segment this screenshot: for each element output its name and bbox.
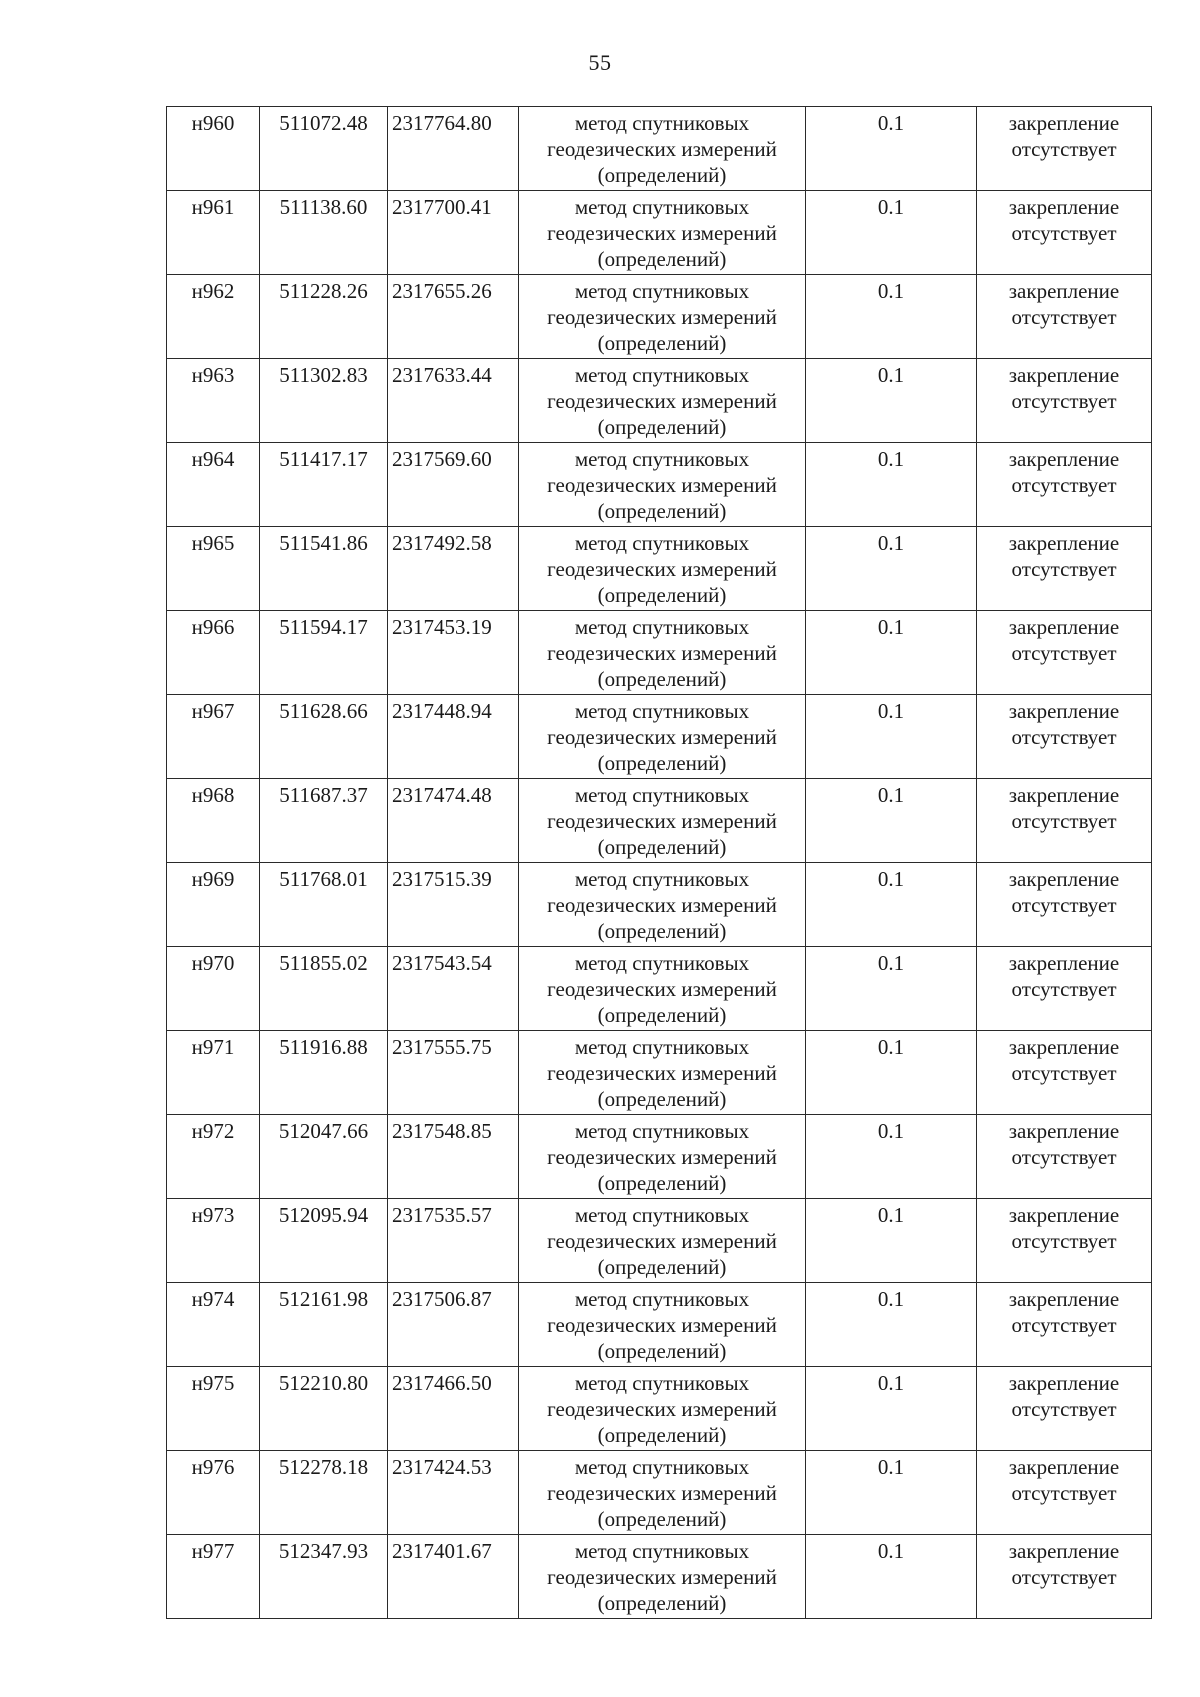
point-number-cell: н976 [167, 1451, 260, 1535]
method-line: метод спутниковых [574, 951, 750, 975]
point-number-cell: н970 [167, 947, 260, 1031]
coordinates-table [166, 106, 1152, 1619]
method-cell [519, 1031, 806, 1115]
table-row [167, 1367, 1152, 1451]
fixing-line: отсутствует [1011, 305, 1117, 329]
method-cell [519, 1283, 806, 1367]
method-line: метод спутниковых [574, 867, 750, 891]
y-coordinate-cell: 2317401.67 [388, 1535, 519, 1619]
x-coordinate-cell: 511594.17 [260, 611, 388, 695]
table-row [167, 1199, 1152, 1283]
method-line: геодезических измерений [547, 221, 777, 245]
accuracy-cell: 0.1 [806, 1283, 977, 1367]
method-line: (определений) [597, 1339, 727, 1363]
x-coordinate-cell: 511628.66 [260, 695, 388, 779]
fixing-cell [977, 611, 1152, 695]
fixing-line: отсутствует [1011, 1397, 1117, 1421]
table-row [167, 1535, 1152, 1619]
y-coordinate-cell: 2317655.26 [388, 275, 519, 359]
accuracy-cell: 0.1 [806, 779, 977, 863]
accuracy-cell: 0.1 [806, 275, 977, 359]
page-number: 55 [588, 50, 612, 75]
fixing-line: отсутствует [1011, 557, 1117, 581]
method-cell [519, 1115, 806, 1199]
fixing-line: закрепление [1008, 363, 1120, 387]
method-line: метод спутниковых [574, 447, 750, 471]
accuracy-cell: 0.1 [806, 359, 977, 443]
fixing-line: отсутствует [1011, 1313, 1117, 1337]
point-number-cell: н966 [167, 611, 260, 695]
fixing-cell [977, 779, 1152, 863]
fixing-line: отсутствует [1011, 137, 1117, 161]
table-row [167, 527, 1152, 611]
table-row [167, 443, 1152, 527]
fixing-cell [977, 191, 1152, 275]
method-line: (определений) [597, 1171, 727, 1195]
fixing-line: закрепление [1008, 699, 1120, 723]
accuracy-cell: 0.1 [806, 1367, 977, 1451]
method-cell [519, 359, 806, 443]
method-line: (определений) [597, 919, 727, 943]
method-line: геодезических измерений [547, 1313, 777, 1337]
fixing-cell [977, 1031, 1152, 1115]
fixing-cell [977, 359, 1152, 443]
method-line: (определений) [597, 1507, 727, 1531]
point-number-cell: н974 [167, 1283, 260, 1367]
y-coordinate-cell: 2317492.58 [388, 527, 519, 611]
accuracy-cell: 0.1 [806, 191, 977, 275]
method-cell [519, 1451, 806, 1535]
x-coordinate-cell: 511072.48 [260, 107, 388, 191]
method-cell [519, 527, 806, 611]
method-line: метод спутниковых [574, 1119, 750, 1143]
method-cell [519, 1199, 806, 1283]
point-number-cell: н977 [167, 1535, 260, 1619]
fixing-line: закрепление [1008, 1035, 1120, 1059]
x-coordinate-cell: 512347.93 [260, 1535, 388, 1619]
method-line: геодезических измерений [547, 725, 777, 749]
method-line: (определений) [597, 331, 727, 355]
method-line: геодезических измерений [547, 809, 777, 833]
method-line: (определений) [597, 751, 727, 775]
point-number-cell: н972 [167, 1115, 260, 1199]
fixing-line: отсутствует [1011, 221, 1117, 245]
fixing-line: отсутствует [1011, 725, 1117, 749]
method-cell [519, 1535, 806, 1619]
x-coordinate-cell: 511138.60 [260, 191, 388, 275]
point-number-cell: н969 [167, 863, 260, 947]
fixing-cell [977, 1115, 1152, 1199]
y-coordinate-cell: 2317448.94 [388, 695, 519, 779]
y-coordinate-cell: 2317535.57 [388, 1199, 519, 1283]
method-line: (определений) [597, 163, 727, 187]
x-coordinate-cell: 511541.86 [260, 527, 388, 611]
fixing-cell [977, 527, 1152, 611]
table-row [167, 191, 1152, 275]
x-coordinate-cell: 512278.18 [260, 1451, 388, 1535]
point-number-cell: н973 [167, 1199, 260, 1283]
fixing-cell [977, 947, 1152, 1031]
y-coordinate-cell: 2317466.50 [388, 1367, 519, 1451]
method-line: метод спутниковых [574, 111, 750, 135]
fixing-line: закрепление [1008, 783, 1120, 807]
method-line: метод спутниковых [574, 1455, 750, 1479]
method-line: (определений) [597, 1255, 727, 1279]
method-line: метод спутниковых [574, 699, 750, 723]
method-line: геодезических измерений [547, 977, 777, 1001]
point-number-cell: н965 [167, 527, 260, 611]
fixing-line: отсутствует [1011, 1229, 1117, 1253]
method-line: метод спутниковых [574, 1539, 750, 1563]
method-line: геодезических измерений [547, 641, 777, 665]
fixing-line: отсутствует [1011, 1145, 1117, 1169]
method-line: (определений) [597, 499, 727, 523]
x-coordinate-cell: 511768.01 [260, 863, 388, 947]
method-line: метод спутниковых [574, 279, 750, 303]
fixing-cell [977, 1535, 1152, 1619]
fixing-cell [977, 1451, 1152, 1535]
method-line: геодезических измерений [547, 137, 777, 161]
fixing-line: закрепление [1008, 867, 1120, 891]
method-cell [519, 863, 806, 947]
y-coordinate-cell: 2317764.80 [388, 107, 519, 191]
accuracy-cell: 0.1 [806, 611, 977, 695]
method-line: геодезических измерений [547, 1397, 777, 1421]
point-number-cell: н960 [167, 107, 260, 191]
table-row [167, 1031, 1152, 1115]
method-line: метод спутниковых [574, 363, 750, 387]
accuracy-cell: 0.1 [806, 107, 977, 191]
y-coordinate-cell: 2317474.48 [388, 779, 519, 863]
method-cell [519, 443, 806, 527]
fixing-line: отсутствует [1011, 1061, 1117, 1085]
accuracy-cell: 0.1 [806, 527, 977, 611]
method-line: (определений) [597, 835, 727, 859]
point-number-cell: н961 [167, 191, 260, 275]
y-coordinate-cell: 2317453.19 [388, 611, 519, 695]
table-row [167, 275, 1152, 359]
method-line: геодезических измерений [547, 305, 777, 329]
fixing-line: отсутствует [1011, 893, 1117, 917]
fixing-cell [977, 1199, 1152, 1283]
method-cell [519, 107, 806, 191]
accuracy-cell: 0.1 [806, 947, 977, 1031]
method-line: (определений) [597, 667, 727, 691]
method-line: (определений) [597, 415, 727, 439]
x-coordinate-cell: 512161.98 [260, 1283, 388, 1367]
fixing-line: закрепление [1008, 111, 1120, 135]
fixing-line: закрепление [1008, 279, 1120, 303]
fixing-cell [977, 1283, 1152, 1367]
table-row [167, 863, 1152, 947]
accuracy-cell: 0.1 [806, 1451, 977, 1535]
y-coordinate-cell: 2317506.87 [388, 1283, 519, 1367]
method-line: метод спутниковых [574, 1203, 750, 1227]
method-line: геодезических измерений [547, 1145, 777, 1169]
method-line: (определений) [597, 583, 727, 607]
point-number-cell: н962 [167, 275, 260, 359]
table-row [167, 1283, 1152, 1367]
fixing-cell [977, 695, 1152, 779]
method-line: метод спутниковых [574, 1371, 750, 1395]
fixing-line: закрепление [1008, 1371, 1120, 1395]
method-line: метод спутниковых [574, 1287, 750, 1311]
method-line: геодезических измерений [547, 1061, 777, 1085]
method-line: метод спутниковых [574, 615, 750, 639]
accuracy-cell: 0.1 [806, 1535, 977, 1619]
fixing-line: закрепление [1008, 615, 1120, 639]
accuracy-cell: 0.1 [806, 695, 977, 779]
fixing-line: закрепление [1008, 1455, 1120, 1479]
method-line: метод спутниковых [574, 1035, 750, 1059]
fixing-cell [977, 275, 1152, 359]
point-number-cell: н963 [167, 359, 260, 443]
fixing-line: закрепление [1008, 1287, 1120, 1311]
method-line: (определений) [597, 1591, 727, 1615]
y-coordinate-cell: 2317700.41 [388, 191, 519, 275]
table-row [167, 1115, 1152, 1199]
method-cell [519, 611, 806, 695]
point-number-cell: н968 [167, 779, 260, 863]
x-coordinate-cell: 511417.17 [260, 443, 388, 527]
point-number-cell: н964 [167, 443, 260, 527]
x-coordinate-cell: 511228.26 [260, 275, 388, 359]
x-coordinate-cell: 511687.37 [260, 779, 388, 863]
coordinates-table-body [167, 107, 1152, 1619]
x-coordinate-cell: 511855.02 [260, 947, 388, 1031]
y-coordinate-cell: 2317515.39 [388, 863, 519, 947]
accuracy-cell: 0.1 [806, 443, 977, 527]
point-number-cell: н971 [167, 1031, 260, 1115]
accuracy-cell: 0.1 [806, 1115, 977, 1199]
method-line: метод спутниковых [574, 531, 750, 555]
fixing-line: закрепление [1008, 447, 1120, 471]
method-line: геодезических измерений [547, 1565, 777, 1589]
fixing-line: закрепление [1008, 951, 1120, 975]
accuracy-cell: 0.1 [806, 863, 977, 947]
method-line: геодезических измерений [547, 473, 777, 497]
y-coordinate-cell: 2317548.85 [388, 1115, 519, 1199]
method-cell [519, 275, 806, 359]
method-line: геодезических измерений [547, 1229, 777, 1253]
method-line: (определений) [597, 1003, 727, 1027]
x-coordinate-cell: 512047.66 [260, 1115, 388, 1199]
x-coordinate-cell: 512095.94 [260, 1199, 388, 1283]
method-line: (определений) [597, 247, 727, 271]
method-line: метод спутниковых [574, 195, 750, 219]
fixing-line: отсутствует [1011, 1565, 1117, 1589]
accuracy-cell: 0.1 [806, 1031, 977, 1115]
fixing-line: закрепление [1008, 1119, 1120, 1143]
fixing-line: закрепление [1008, 195, 1120, 219]
table-row [167, 107, 1152, 191]
x-coordinate-cell: 512210.80 [260, 1367, 388, 1451]
method-line: (определений) [597, 1087, 727, 1111]
method-cell [519, 779, 806, 863]
method-cell [519, 1367, 806, 1451]
fixing-line: отсутствует [1011, 641, 1117, 665]
point-number-cell: н975 [167, 1367, 260, 1451]
method-line: метод спутниковых [574, 783, 750, 807]
y-coordinate-cell: 2317569.60 [388, 443, 519, 527]
fixing-line: отсутствует [1011, 389, 1117, 413]
method-line: геодезических измерений [547, 893, 777, 917]
fixing-line: отсутствует [1011, 977, 1117, 1001]
method-line: геодезических измерений [547, 1481, 777, 1505]
fixing-cell [977, 443, 1152, 527]
fixing-line: отсутствует [1011, 473, 1117, 497]
fixing-line: закрепление [1008, 531, 1120, 555]
x-coordinate-cell: 511916.88 [260, 1031, 388, 1115]
fixing-cell [977, 107, 1152, 191]
method-line: (определений) [597, 1423, 727, 1447]
method-line: геодезических измерений [547, 557, 777, 581]
method-cell [519, 947, 806, 1031]
table-row [167, 947, 1152, 1031]
fixing-cell [977, 863, 1152, 947]
table-row [167, 1451, 1152, 1535]
y-coordinate-cell: 2317424.53 [388, 1451, 519, 1535]
table-row [167, 611, 1152, 695]
y-coordinate-cell: 2317543.54 [388, 947, 519, 1031]
table-row [167, 359, 1152, 443]
method-cell [519, 191, 806, 275]
fixing-line: отсутствует [1011, 809, 1117, 833]
fixing-line: отсутствует [1011, 1481, 1117, 1505]
table-row [167, 779, 1152, 863]
fixing-line: закрепление [1008, 1203, 1120, 1227]
x-coordinate-cell: 511302.83 [260, 359, 388, 443]
accuracy-cell: 0.1 [806, 1199, 977, 1283]
y-coordinate-cell: 2317633.44 [388, 359, 519, 443]
fixing-cell [977, 1367, 1152, 1451]
method-line: геодезических измерений [547, 389, 777, 413]
y-coordinate-cell: 2317555.75 [388, 1031, 519, 1115]
table-row [167, 695, 1152, 779]
point-number-cell: н967 [167, 695, 260, 779]
method-cell [519, 695, 806, 779]
fixing-line: закрепление [1008, 1539, 1120, 1563]
